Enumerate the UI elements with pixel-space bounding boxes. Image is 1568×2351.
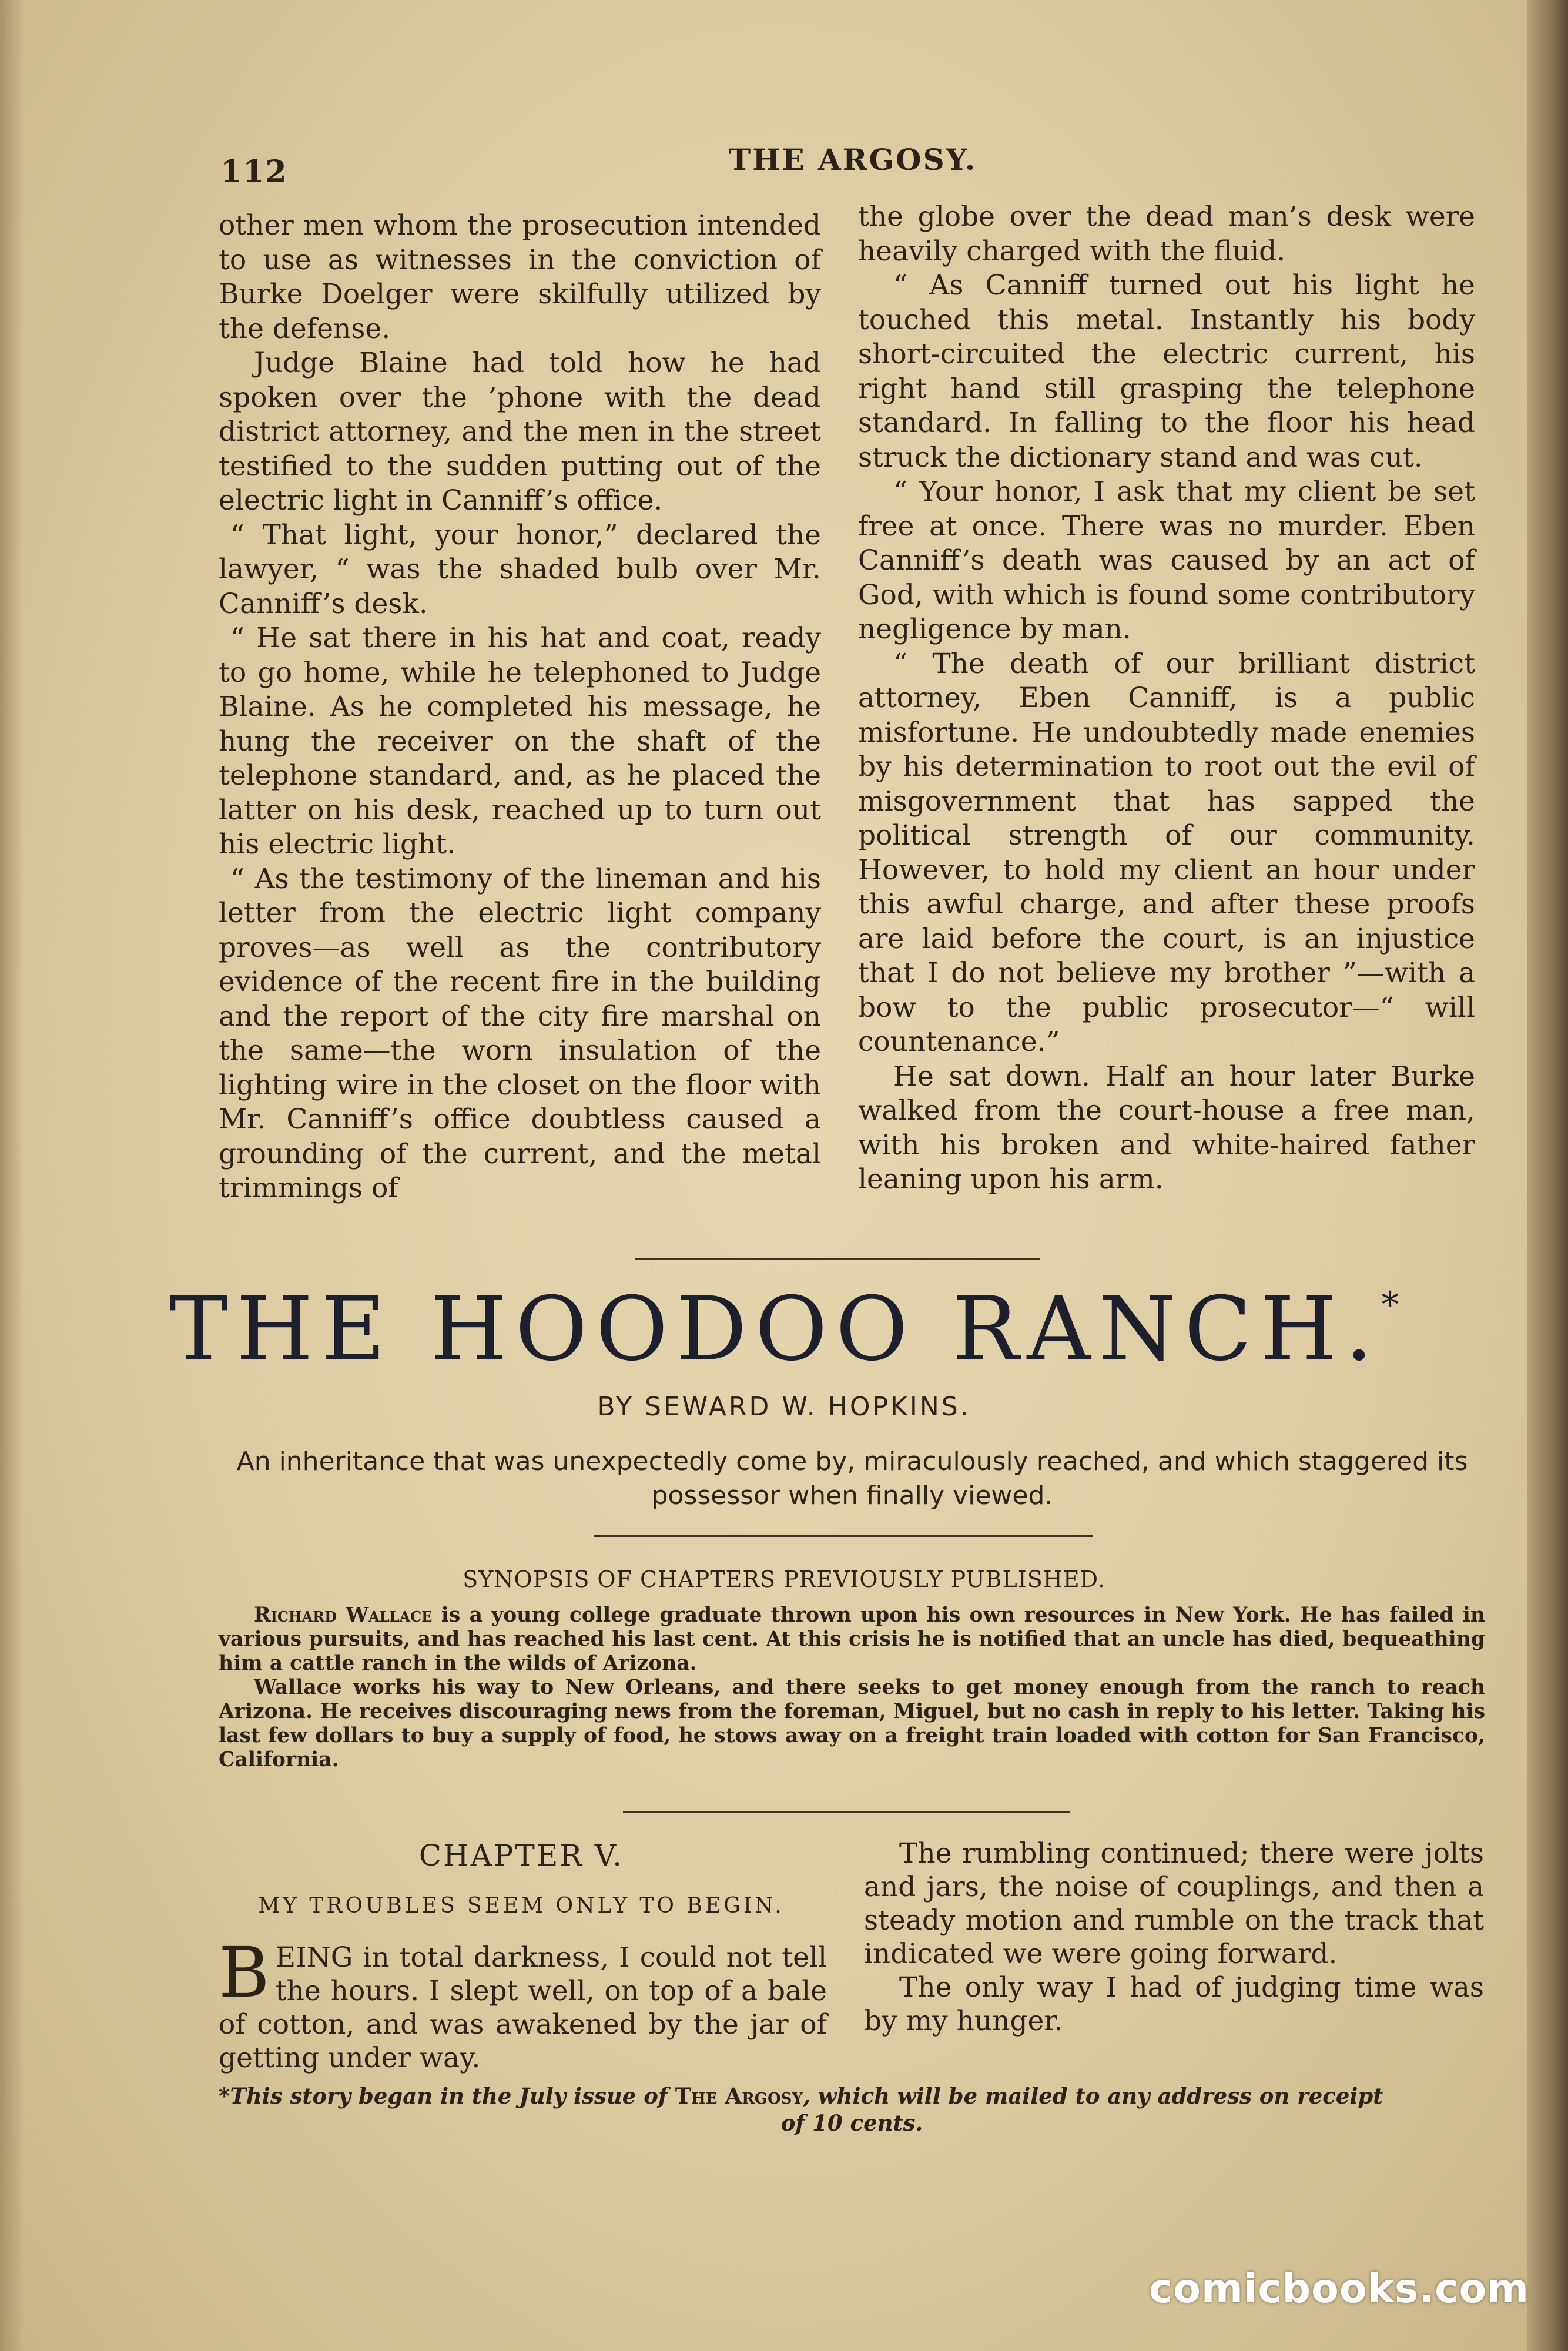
story-blurb: An inheritance that was unexpectedly come by, miraculously reached, and which staggered its possessor when finally viewed.	[236, 1446, 1468, 1511]
magazine-name: The Argosy	[675, 2083, 803, 2109]
drop-cap: B	[219, 1932, 270, 2013]
chapter-column-left	[219, 1932, 827, 2075]
paragraph: “ As Canniff turned out his light he touched this metal. Instantly his body short-circuited the electric current, his right hand still grasping the telephone standard. In falling to the floor his head struck the dictionary stand and was cut.	[858, 269, 1475, 474]
paragraph: The only way I had of judging time was by my hunger.	[864, 1971, 1484, 2037]
divider-rule	[623, 1811, 1070, 1813]
byline: BY SEWARD W. HOPKINS.	[597, 1392, 971, 1422]
divider-rule	[594, 1535, 1093, 1537]
footnote	[219, 2082, 1485, 2136]
page-number: 112	[220, 154, 288, 190]
story-title-text: THE HOODOO RANCH.	[169, 1278, 1382, 1381]
binding-spine	[1527, 0, 1568, 2351]
synopsis-heading: SYNOPSIS OF CHAPTERS PREVIOUSLY PUBLISHED.	[463, 1566, 1105, 1592]
paragraph: “ Your honor, I ask that my client be set free at once. There was no murder. Eben Canniff’s death was caused by an act of God, with which is found some contributory negligence by man.	[858, 475, 1475, 645]
paragraph: Judge Blaine had told how he had spoken over the ’phone with the dead district attorney, and the men in the street testified to the sudden putting out of the electric light in Canniff’s office.	[219, 347, 821, 517]
footnote-text: *This story began in the July issue of	[219, 2083, 675, 2109]
character-name: Richard Wallace	[254, 1603, 433, 1627]
paragraph-text: EING in total darkness, I could not tell the hours. I slept well, on top of a bale of cotton, and was awakened by the jar of getting under way.	[219, 1941, 827, 2074]
paragraph: “ He sat there in his hat and coat, ready to go home, while he telephoned to Judge Blaine. As he completed his message, he hung the receiver on the shaft of the telephone standard, and, as he placed the latter on his desk, reached up to turn out his electric light.	[219, 622, 821, 860]
synopsis	[219, 1603, 1485, 1772]
story-title	[0, 1278, 1568, 1381]
footnote-text: , which will be mailed to any address on receipt	[803, 2083, 1383, 2109]
column-left	[219, 209, 821, 1206]
chapter-column-right	[864, 1837, 1484, 2038]
paragraph: the globe over the dead man’s desk were heavily charged with the fluid.	[858, 200, 1475, 267]
paragraph: “ As the testimony of the lineman and his letter from the electric light company proves—as well as the contributory evidence of the recent fire in the building and the report of the city fire marshal on the same—the worn insulation of the lighting wire in the closet on the floor with Mr. Canniff’s office doubtless caused a grounding of the current, and the metal trimmings of	[219, 862, 821, 1204]
chapter-heading: CHAPTER V.	[418, 1838, 624, 1873]
column-right	[858, 200, 1475, 1197]
paragraph	[219, 1932, 827, 2075]
divider-rule	[635, 1258, 1040, 1260]
paragraph: other men whom the prosecution intended to use as witnesses in the conviction of Burke Doelger were skilfully utilized by the defense.	[219, 209, 821, 345]
paragraph: “ The death of our brilliant district attorney, Eben Canniff, is a public misfortune. He undoubtedly made enemies by his determination to root out the evil of misgovernment that has sapped the political strength of our community. However, to hold my client an hour under this awful charge, and after these proofs are laid before the court, is an injustice that I do not believe my brother ”—with a bow to the public prosecutor—“ will countenance.”	[858, 647, 1475, 1058]
synopsis-text: is a young college graduate thrown upon his own resources in New York. He has failed in various pursuits, and has reached his last cent. At this crisis he is notified that an uncle has died, bequeathing him a cattle ranch in the wilds of Arizona.	[219, 1603, 1485, 1675]
paragraph: “ That light, your honor,” declared the lawyer, “ was the shaded bulb over Mr. Canniff’s desk.	[219, 518, 821, 620]
paragraph: He sat down. Half an hour later Burke walked from the court-house a free man, with his broken and white-haired father leaning upon his arm.	[858, 1060, 1475, 1195]
watermark: comicbooks.com	[1149, 2266, 1530, 2312]
synopsis-paragraph: Wallace works his way to New Orleans, and there seeks to get money enough from the ranch to reach Arizona. He receives discouraging news from the foreman, Miguel, but no cash in reply to his letter. Taking his last few dollars to buy a supply of food, he stows away on a freight train loaded with cotton for San Francisco, California.	[219, 1676, 1485, 1771]
synopsis-paragraph	[219, 1603, 1485, 1676]
paragraph: The rumbling continued; there were jolts and jars, the noise of couplings, and then a steady motion and rumble on the track that indicated we were going forward.	[864, 1837, 1484, 1970]
running-head: THE ARGOSY.	[729, 142, 977, 177]
footnote-mark: *	[1381, 1284, 1399, 1325]
footnote-text: of 10 cents.	[780, 2110, 923, 2136]
page-left-edge	[0, 0, 24, 2351]
chapter-subtitle: MY TROUBLES SEEM ONLY TO BEGIN.	[258, 1894, 785, 1918]
